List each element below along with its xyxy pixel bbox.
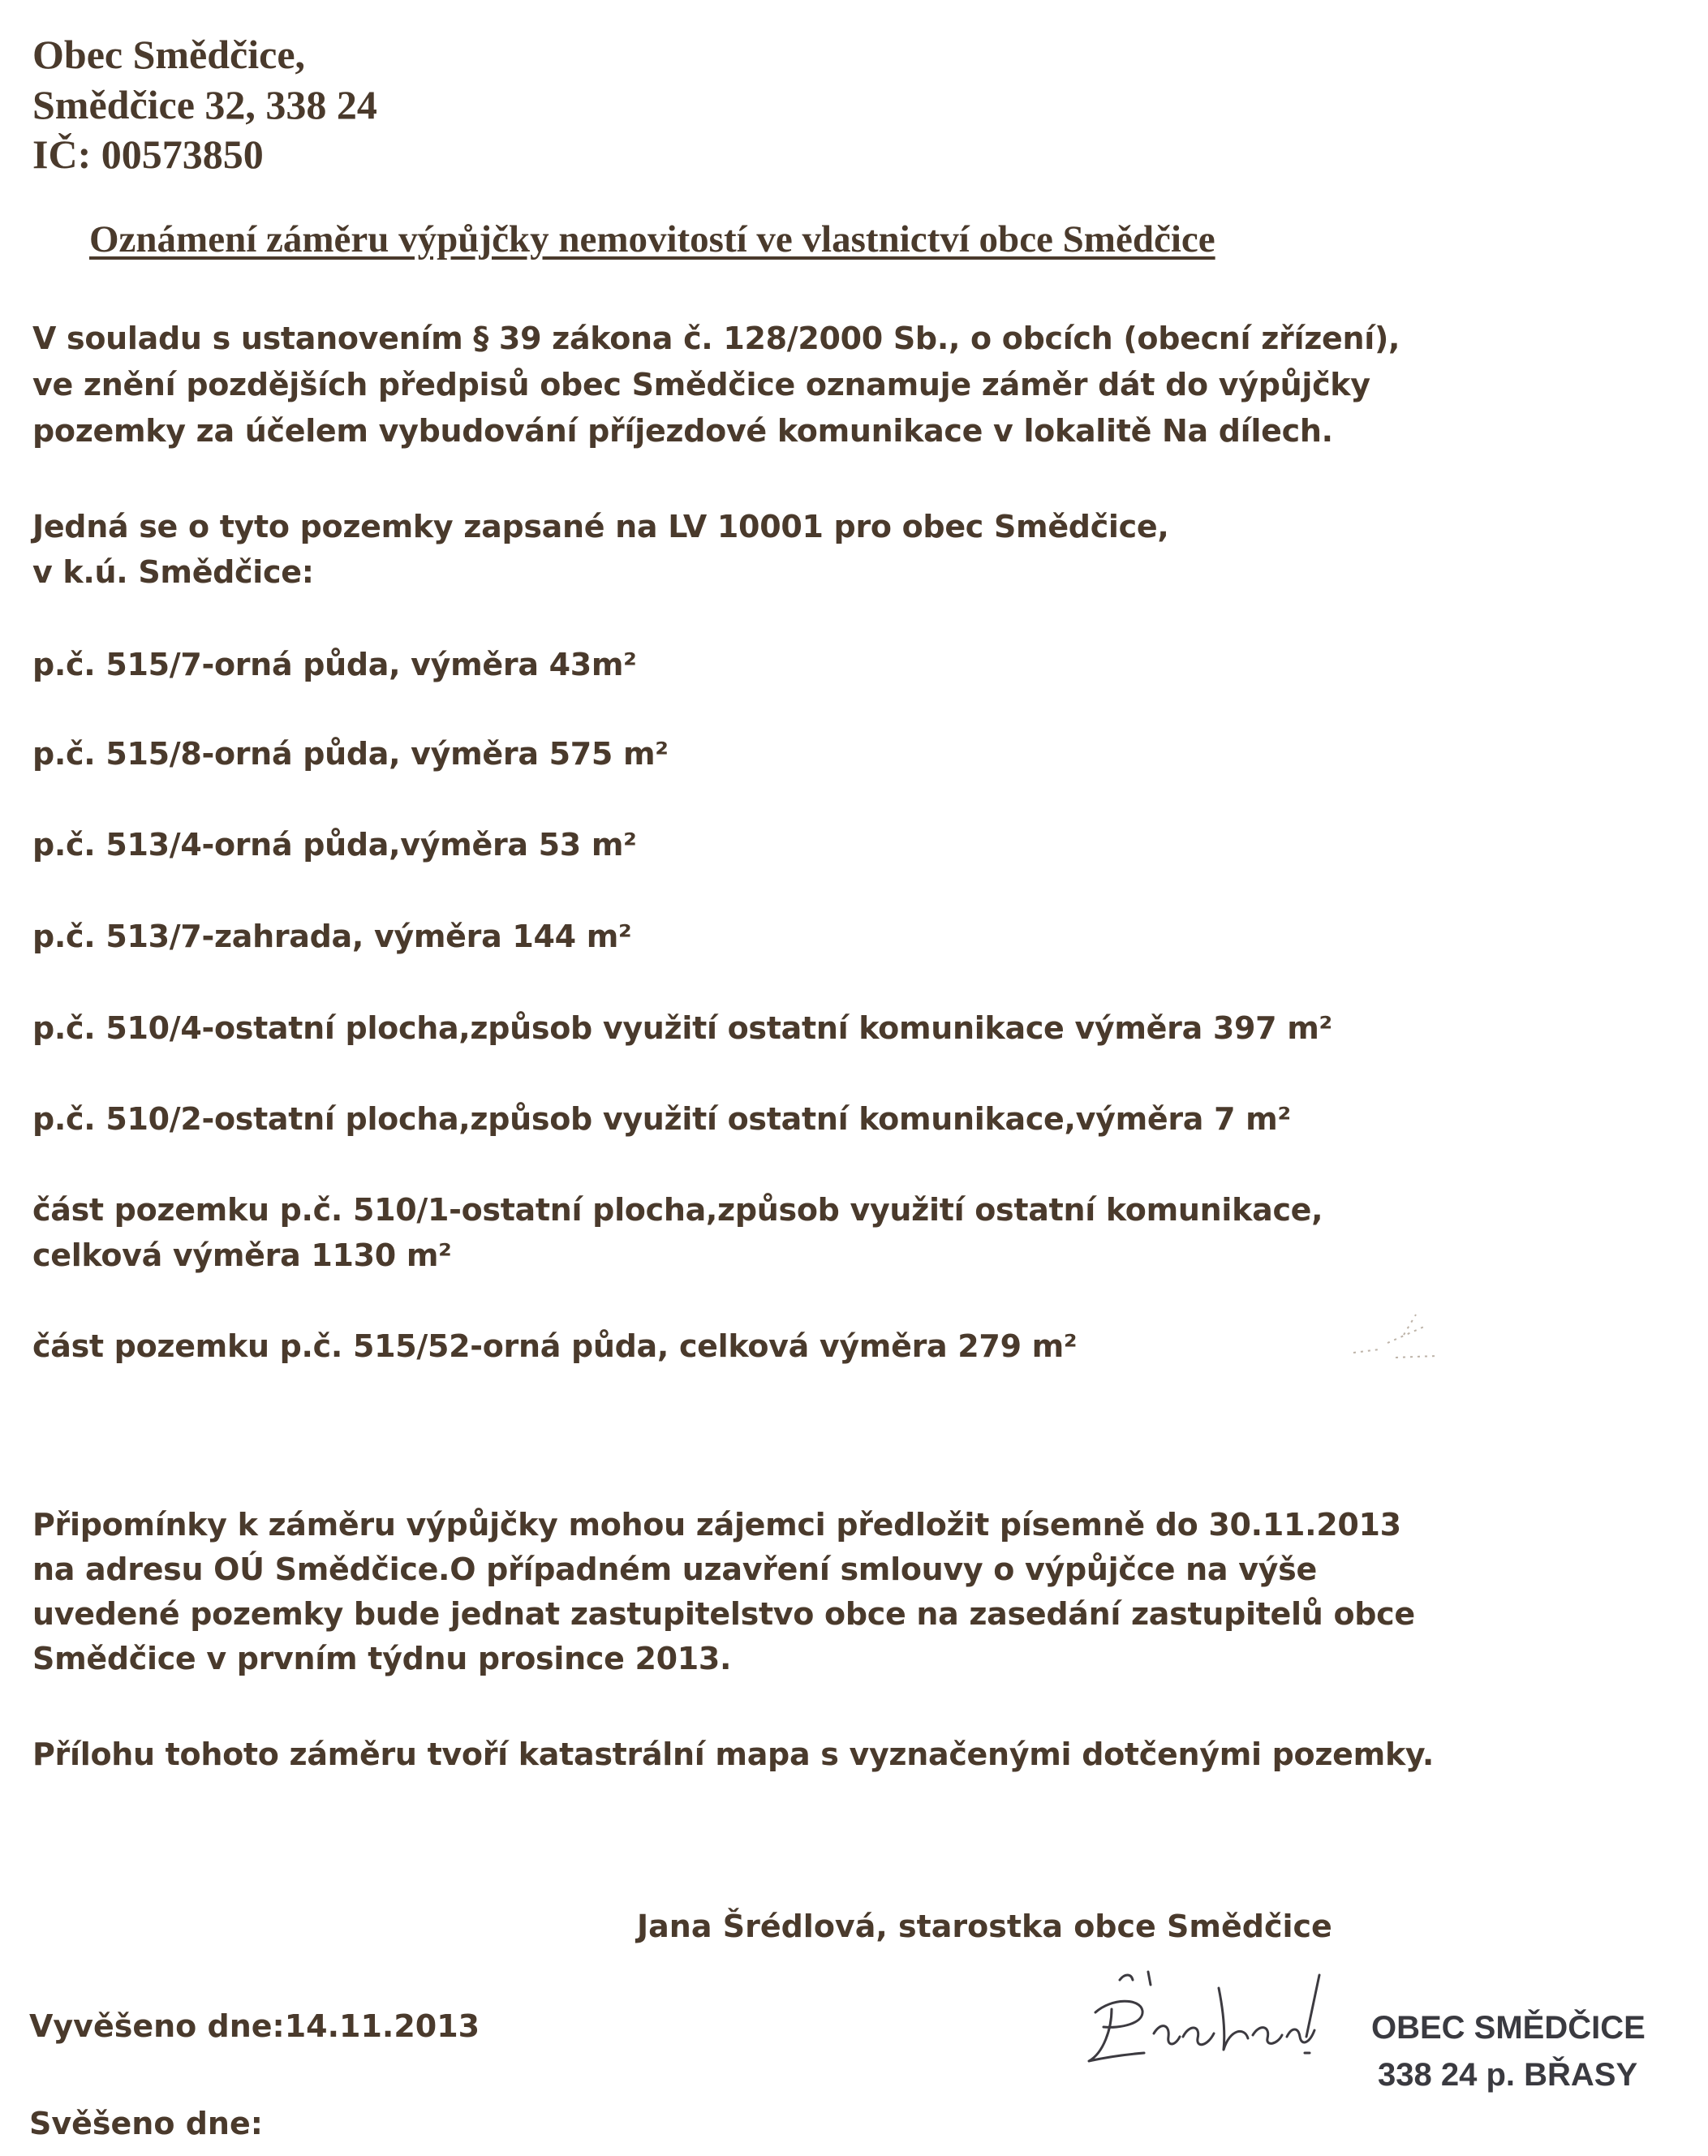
parcel-item-continued: celková výměra 1130 m² bbox=[32, 1237, 452, 1273]
parcel-item: p.č. 510/4-ostatní plocha,způsob využití ostatní komunikace výměra 397 m² bbox=[32, 1010, 1332, 1046]
comments-line: na adresu OÚ Smědčice.O případném uzavření smlouvy o výpůjčce na výše bbox=[32, 1551, 1317, 1587]
municipality-id: IČ: 00573850 bbox=[32, 131, 264, 177]
intro-line: ve znění pozdějších předpisů obec Smědčice oznamuje záměr dát do výpůjčky bbox=[32, 367, 1370, 402]
municipality-address: Smědčice 32, 338 24 bbox=[32, 82, 377, 127]
handwritten-signature bbox=[1079, 1956, 1331, 2077]
parcel-item: p.č. 513/7-zahrada, výměra 144 m² bbox=[32, 919, 632, 954]
parcels-intro-line: v k.ú. Smědčice: bbox=[32, 554, 314, 590]
parcels-intro-line: Jedná se o tyto pozemky zapsané na LV 10001 pro obec Smědčice, bbox=[32, 509, 1169, 544]
parcel-item: p.č. 515/8-orná půda, výměra 575 m² bbox=[32, 736, 669, 772]
parcel-item: část pozemku p.č. 510/1-ostatní plocha,způsob využití ostatní komunikace, bbox=[32, 1192, 1323, 1228]
parcel-item: p.č. 515/7-orná půda, výměra 43m² bbox=[32, 647, 637, 682]
intro-line: V souladu s ustanovením § 39 zákona č. 128/2000 Sb., o obcích (obecní zřízení), bbox=[32, 321, 1400, 356]
comments-line: Smědčice v prvním týdnu prosince 2013. bbox=[32, 1641, 732, 1676]
intro-line: pozemky za účelem vybudování příjezdové komunikace v lokalitě Na dílech. bbox=[32, 413, 1333, 449]
attachment-note: Přílohu tohoto záměru tvoří katastrální mapa s vyznačenými dotčenými pozemky. bbox=[32, 1736, 1435, 1772]
comments-line: Připomínky k záměru výpůjčky mohou zájemci předložit písemně do 30.11.2013 bbox=[32, 1507, 1401, 1543]
parcel-item: p.č. 510/2-ostatní plocha,způsob využití ostatní komunikace,výměra 7 m² bbox=[32, 1101, 1291, 1137]
stamp-address: 338 24 p. BŘASY bbox=[1378, 2057, 1638, 2093]
removed-date: Svěšeno dne: bbox=[29, 2106, 263, 2141]
municipality-name: Obec Smědčice, bbox=[32, 32, 306, 77]
official-stamp bbox=[1371, 2004, 1646, 2098]
parcel-item: p.č. 513/4-orná půda,výměra 53 m² bbox=[32, 827, 637, 863]
comments-line: uvedené pozemky bude jednat zastupitelstvo obce na zasedání zastupitelů obce bbox=[32, 1596, 1415, 1632]
signatory: Jana Šrédlová, starostka obce Smědčice bbox=[637, 1909, 1332, 1944]
posted-date: Vyvěšeno dne:14.11.2013 bbox=[29, 2008, 480, 2044]
parcel-item: část pozemku p.č. 515/52-orná půda, celková výměra 279 m² bbox=[32, 1328, 1078, 1364]
stamp-municipality: OBEC SMĚDČICE bbox=[1371, 2010, 1646, 2046]
scan-smudge bbox=[1347, 1310, 1444, 1367]
notice-title: Oznámení záměru výpůjčky nemovitostí ve vlastnictví obce Smědčice bbox=[89, 218, 1215, 260]
